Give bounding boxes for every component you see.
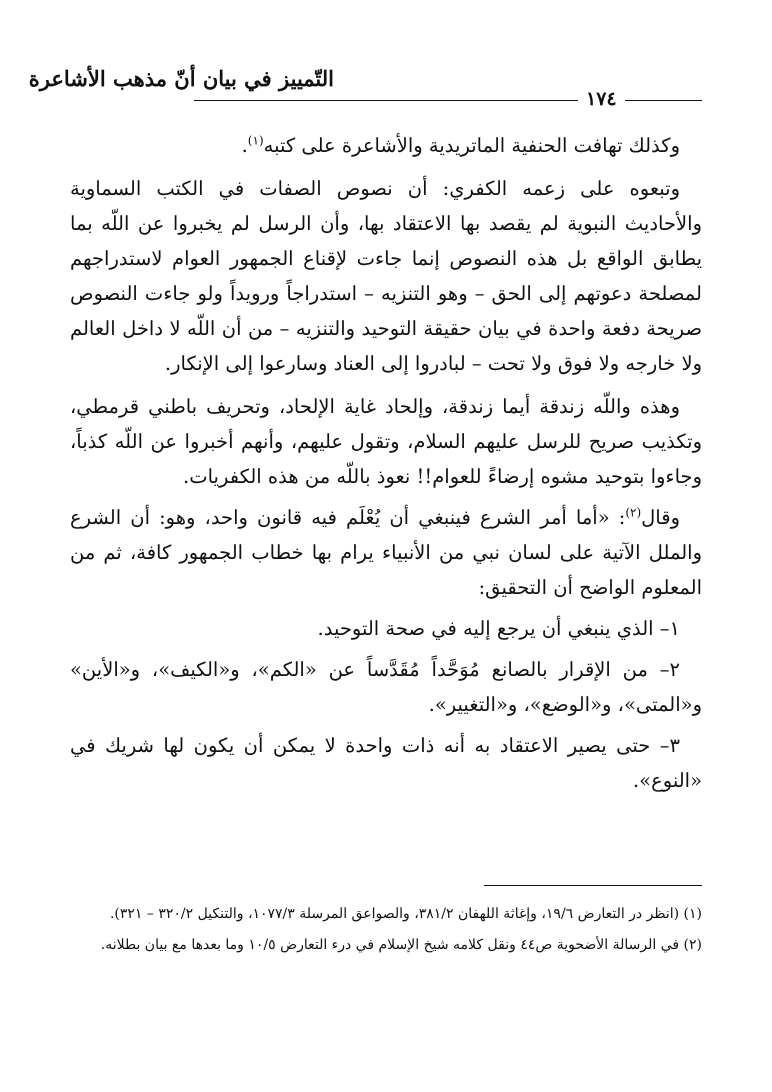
paragraph-2: وتبعوه على زعمه الكفري: أن نصوص الصفات في الكتب السماوية والأحاديث النبوية لم يقصد بها الاعتقاد بها، وأن الرسل لم يخبروا عن اللّه بما يطابق الواقع بل هذه النصوص إنما جاءت لإقناع الجمهور العوام لاستدراجهم لمصلحة دعوتهم إلى الحق – وهو التنزيه – استدراجاً ورويداً ولو جاءت النصوص صريحة دفعة واحدة في بيان حقيقة التوحيد والتنزيه – من أن اللّه لا داخل العالم ولا خارجه ولا فوق ولا تحت – لبادروا إلى العناد وسارعوا إلى الإنكار.	[70, 177, 702, 375]
paragraph-4-text: : «أما أمر الشرع فينبغي أن يُعْلَم فيه قانون واحد، وهو: أن الشرع والملل الآتية على لسان نبي من الأنبياء يرام بها خطاب الجمهور كافة، ثم من المعلوم الواضح أن التحقيق:	[70, 506, 702, 599]
list-item-3: ٣– حتى يصير الاعتقاد به أنه ذات واحدة لا يمكن أن يكون لها شريك في «النوع».	[70, 734, 702, 792]
paragraph-1-end: .	[241, 134, 248, 157]
page-number: ١٧٤	[578, 88, 625, 110]
paragraph-1	[70, 128, 702, 163]
paragraph-4-start: وقال	[641, 506, 680, 529]
list-item-1: ١– الذي ينبغي أن يرجع إليه في صحة التوحيد.	[317, 617, 680, 640]
footnote-separator	[484, 885, 702, 886]
paragraph-3: وهذه واللّه زندقة أيما زندقة، وإلحاد غاية الإلحاد، وتحريف باطني قرمطي، وتكذيب صريح للرسل عليهم السلام، وتقول عليهم، وأنهم أخبروا عن اللّه كذباً، وجاءوا بتوحيد مشوه إرضاءً للعوام!! نعوذ باللّه من هذه الكفريات.	[70, 395, 702, 488]
footnote-ref-1[interactable]: (١)	[247, 133, 264, 148]
paragraph-4	[70, 500, 702, 605]
page-number-block	[578, 88, 698, 112]
running-header-title: التّمييز في بيان أنّ مذهب الأشاعرة	[28, 66, 334, 91]
footnotes	[70, 903, 702, 965]
paragraph-1-text: وكذلك تهافت الحنفية الماتريدية والأشاعرة على كتبه	[263, 134, 680, 157]
footnote-2: (٢) في الرسالة الأضحوية ص٤٤ ونقل كلامه شيخ الإسلام في درء التعارض ١٠/٥ وما بعدها مع بيان بطلانه.	[100, 937, 702, 953]
list-item-2: ٢– من الإقرار بالصانع مُوَحَّداً مُقَدَّساً عن «الكم»، و«الكيف»، و«الأين» و«المتى»، و«الوضع»، و«التغيير».	[70, 658, 702, 716]
footnote-ref-2[interactable]: (٢)	[625, 505, 642, 520]
page-number-rule	[642, 100, 698, 101]
footnote-1: (١) (انظر در التعارض ١٩/٦، وإغاثة اللهفان ٣٨١/٢، والصواعق المرسلة ١٠٧٧/٣، والتنكيل ٣٢٠/٢ – ٣٢١).	[109, 906, 702, 922]
main-text	[70, 128, 702, 804]
